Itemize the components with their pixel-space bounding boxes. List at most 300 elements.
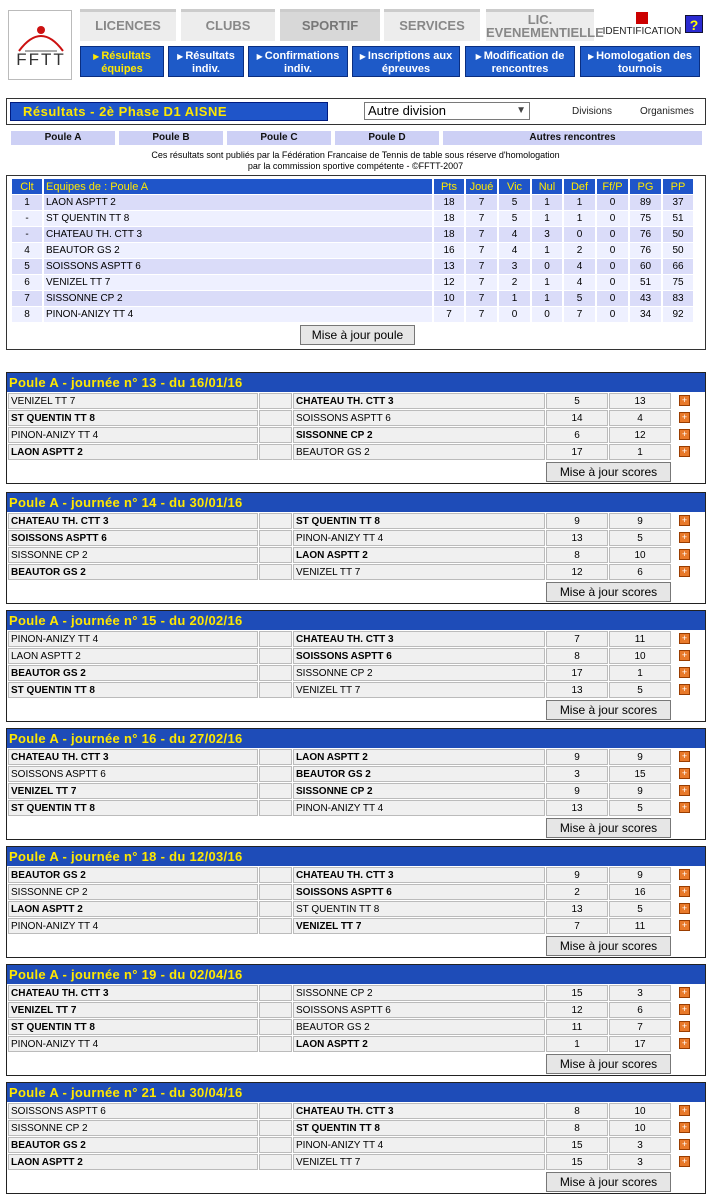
standings-cell: 5 [12, 259, 42, 274]
standings-cell: 0 [597, 211, 628, 226]
match-details-icon[interactable]: + [679, 667, 690, 678]
standings-cell: 1 [564, 195, 595, 210]
standings-row [12, 259, 693, 274]
standings-cell: 1 [532, 195, 562, 210]
tab-poule-b[interactable]: Poule B [119, 131, 223, 145]
match-row [7, 1120, 705, 1136]
home-score: 8 [546, 1103, 608, 1119]
standings-cell: 0 [532, 259, 562, 274]
away-score: 12 [609, 427, 671, 443]
match-details-icon[interactable]: + [679, 987, 690, 998]
match-spacer [259, 665, 292, 681]
team-name: ST QUENTIN TT 8 [44, 211, 432, 226]
home-team: SISSONNE CP 2 [8, 1120, 258, 1136]
home-score: 17 [546, 665, 608, 681]
match-row [7, 1036, 705, 1052]
division-select-value: Autre division [368, 103, 447, 118]
round-panel [6, 492, 706, 604]
standings-row [12, 275, 693, 290]
standings-cell: 7 [12, 291, 42, 306]
home-team: VENIZEL TT 7 [8, 783, 258, 799]
legal-notice [0, 150, 711, 172]
home-team: ST QUENTIN TT 8 [8, 800, 258, 816]
match-details-icon[interactable]: + [679, 920, 690, 931]
away-score: 5 [609, 530, 671, 546]
match-details-icon[interactable]: + [679, 1122, 690, 1133]
home-team: ST QUENTIN TT 8 [8, 682, 258, 698]
home-team: LAON ASPTT 2 [8, 1154, 258, 1170]
standings-cell: 5 [499, 211, 530, 226]
standings-header-cell: PP [663, 179, 693, 194]
away-score: 17 [609, 1036, 671, 1052]
match-details-icon[interactable]: + [679, 1038, 690, 1049]
update-scores-button[interactable]: Mise à jour scores [546, 582, 671, 602]
standings-cell: 7 [434, 307, 464, 322]
chevron-down-icon: ▼ [516, 105, 526, 116]
standings-cell: 0 [532, 307, 562, 322]
away-team: BEAUTOR GS 2 [293, 1019, 545, 1035]
away-score: 5 [609, 901, 671, 917]
tab-poule-d[interactable]: Poule D [335, 131, 439, 145]
standings-cell: 92 [663, 307, 693, 322]
match-details-icon[interactable]: + [679, 566, 690, 577]
away-score: 9 [609, 867, 671, 883]
match-details-icon[interactable]: + [679, 768, 690, 779]
away-score: 9 [609, 513, 671, 529]
title-bar [6, 98, 706, 125]
home-team: SISSONNE CP 2 [8, 547, 258, 563]
standings-cell: 43 [630, 291, 661, 306]
home-team: VENIZEL TT 7 [8, 1002, 258, 1018]
match-details-icon[interactable]: + [679, 1021, 690, 1032]
home-team: LAON ASPTT 2 [8, 648, 258, 664]
round-panel [6, 964, 706, 1076]
home-score: 2 [546, 884, 608, 900]
standings-row [12, 243, 693, 258]
away-team: SISSONNE CP 2 [293, 427, 545, 443]
logo-text: FFTT [16, 50, 66, 69]
away-team: SOISSONS ASPTT 6 [293, 648, 545, 664]
match-details-icon[interactable]: + [679, 549, 690, 560]
match-details-icon[interactable]: + [679, 412, 690, 423]
organismes-link[interactable]: Organismes [640, 106, 694, 117]
match-spacer [259, 1154, 292, 1170]
away-score: 3 [609, 1154, 671, 1170]
away-score: 10 [609, 648, 671, 664]
match-spacer [259, 766, 292, 782]
standings-cell: 2 [564, 243, 595, 258]
match-row [7, 867, 705, 883]
match-row [7, 682, 705, 698]
match-spacer [259, 530, 292, 546]
match-details-icon[interactable]: + [679, 515, 690, 526]
match-row [7, 1103, 705, 1119]
match-row [7, 749, 705, 765]
standings-row [12, 195, 693, 210]
standings-cell: 0 [597, 259, 628, 274]
update-scores-button[interactable]: Mise à jour scores [546, 818, 671, 838]
away-team: ST QUENTIN TT 8 [293, 1120, 545, 1136]
subnav-resultats-indiv[interactable] [168, 46, 244, 77]
away-score: 13 [609, 393, 671, 409]
update-scores-button[interactable]: Mise à jour scores [546, 700, 671, 720]
subnav-confirmations-indiv[interactable] [248, 46, 348, 77]
home-score: 17 [546, 444, 608, 460]
match-row [7, 985, 705, 1001]
away-team: SOISSONS ASPTT 6 [293, 1002, 545, 1018]
match-row [7, 1019, 705, 1035]
match-details-icon[interactable]: + [679, 429, 690, 440]
fftt-logo[interactable] [8, 10, 72, 80]
subnav-modification-rencontres[interactable] [465, 46, 575, 77]
team-name: CHATEAU TH. CTT 3 [44, 227, 432, 242]
home-score: 1 [546, 1036, 608, 1052]
match-row [7, 1154, 705, 1170]
away-score: 1 [609, 665, 671, 681]
round-panel [6, 1082, 706, 1194]
match-spacer [259, 513, 292, 529]
update-scores-button[interactable]: Mise à jour scores [546, 1172, 671, 1192]
match-row [7, 513, 705, 529]
round-footer [7, 1171, 705, 1193]
home-score: 14 [546, 410, 608, 426]
match-details-icon[interactable]: + [679, 532, 690, 543]
standings-cell: - [12, 227, 42, 242]
away-score: 6 [609, 1002, 671, 1018]
home-score: 8 [546, 547, 608, 563]
division-select[interactable] [364, 102, 530, 120]
home-score: 13 [546, 682, 608, 698]
match-spacer [259, 1019, 292, 1035]
subnav-resultats-equipes[interactable] [80, 46, 164, 77]
away-score: 5 [609, 800, 671, 816]
standings-cell: 76 [630, 227, 661, 242]
match-spacer [259, 444, 292, 460]
standings-cell: 7 [466, 307, 497, 322]
round-title: Poule A - journée n° 18 - du 12/03/16 [7, 847, 705, 866]
away-team: CHATEAU TH. CTT 3 [293, 393, 545, 409]
standings-cell: 1 [532, 291, 562, 306]
home-team: PINON-ANIZY TT 4 [8, 918, 258, 934]
standings-cell: 1 [532, 243, 562, 258]
match-details-icon[interactable]: + [679, 751, 690, 762]
round-panel [6, 372, 706, 484]
match-details-icon[interactable]: + [679, 650, 690, 661]
standings-cell: 0 [597, 307, 628, 322]
away-score: 11 [609, 631, 671, 647]
identification-icon [636, 12, 648, 24]
standings-cell: 2 [499, 275, 530, 290]
match-spacer [259, 985, 292, 1001]
away-team: VENIZEL TT 7 [293, 918, 545, 934]
standings-cell: 0 [597, 275, 628, 290]
nav-licences[interactable]: LICENCES [80, 9, 176, 41]
team-name: SOISSONS ASPTT 6 [44, 259, 432, 274]
subnav-label: Confirmations indiv. [264, 50, 340, 75]
home-score: 13 [546, 530, 608, 546]
match-row [7, 648, 705, 664]
help-icon[interactable]: ? [685, 15, 703, 33]
round-title: Poule A - journée n° 14 - du 30/01/16 [7, 493, 705, 512]
match-row [7, 410, 705, 426]
match-spacer [259, 749, 292, 765]
standings-table [10, 178, 695, 323]
home-team: BEAUTOR GS 2 [8, 564, 258, 580]
match-spacer [259, 547, 292, 563]
match-row [7, 884, 705, 900]
match-spacer [259, 1137, 292, 1153]
home-team: SOISSONS ASPTT 6 [8, 766, 258, 782]
match-details-icon[interactable]: + [679, 633, 690, 644]
update-scores-button[interactable]: Mise à jour scores [546, 1054, 671, 1074]
standings-cell: 0 [597, 195, 628, 210]
home-team: BEAUTOR GS 2 [8, 1137, 258, 1153]
standings-cell: 4 [564, 275, 595, 290]
tab-poule-a[interactable]: Poule A [11, 131, 115, 145]
home-team: LAON ASPTT 2 [8, 901, 258, 917]
match-row [7, 547, 705, 563]
match-details-icon[interactable]: + [679, 1156, 690, 1167]
home-score: 15 [546, 1154, 608, 1170]
notice-line: par la commission sportive compétente - ©FFTT-2007 [247, 161, 464, 171]
away-score: 5 [609, 682, 671, 698]
away-team: ST QUENTIN TT 8 [293, 901, 545, 917]
standings-header-cell: Pts [434, 179, 464, 194]
home-team: PINON-ANIZY TT 4 [8, 427, 258, 443]
standings-cell: 76 [630, 243, 661, 258]
home-score: 8 [546, 648, 608, 664]
subnav-label: Résultats indiv. [185, 50, 235, 75]
away-score: 15 [609, 766, 671, 782]
home-score: 5 [546, 393, 608, 409]
match-details-icon[interactable]: + [679, 446, 690, 457]
subnav-inscriptions[interactable] [352, 46, 460, 77]
match-details-icon[interactable]: + [679, 395, 690, 406]
match-details-icon[interactable]: + [679, 684, 690, 695]
standings-header-cell: PG [630, 179, 661, 194]
home-score: 9 [546, 867, 608, 883]
away-score: 9 [609, 783, 671, 799]
match-spacer [259, 1103, 292, 1119]
match-spacer [259, 410, 292, 426]
home-score: 3 [546, 766, 608, 782]
match-spacer [259, 682, 292, 698]
away-team: PINON-ANIZY TT 4 [293, 1137, 545, 1153]
round-panel [6, 846, 706, 958]
match-row [7, 766, 705, 782]
standings-cell: 34 [630, 307, 661, 322]
nav-sportif[interactable]: SPORTIF [280, 9, 380, 41]
standings-cell: 51 [663, 211, 693, 226]
match-spacer [259, 901, 292, 917]
standings-cell: 75 [630, 211, 661, 226]
home-team: SISSONNE CP 2 [8, 884, 258, 900]
away-team: ST QUENTIN TT 8 [293, 513, 545, 529]
away-score: 11 [609, 918, 671, 934]
update-poule-button[interactable]: Mise à jour poule [300, 325, 415, 345]
match-spacer [259, 631, 292, 647]
match-spacer [259, 1002, 292, 1018]
standings-cell: - [12, 211, 42, 226]
round-footer [7, 1053, 705, 1075]
away-team: BEAUTOR GS 2 [293, 444, 545, 460]
standings-cell: 18 [434, 227, 464, 242]
standings-cell: 7 [466, 211, 497, 226]
standings-cell: 7 [466, 195, 497, 210]
header [0, 0, 711, 90]
subnav-label: Homologation des tournois [596, 50, 693, 75]
match-details-icon[interactable]: + [679, 903, 690, 914]
standings-cell: 1 [532, 211, 562, 226]
home-score: 11 [546, 1019, 608, 1035]
standings-cell: 51 [630, 275, 661, 290]
home-team: SOISSONS ASPTT 6 [8, 530, 258, 546]
home-score: 13 [546, 901, 608, 917]
update-scores-button[interactable]: Mise à jour scores [546, 936, 671, 956]
standings-cell: 7 [466, 227, 497, 242]
match-spacer [259, 393, 292, 409]
away-score: 3 [609, 1137, 671, 1153]
match-spacer [259, 918, 292, 934]
match-spacer [259, 648, 292, 664]
away-team: SOISSONS ASPTT 6 [293, 410, 545, 426]
standings-cell: 7 [564, 307, 595, 322]
home-team: ST QUENTIN TT 8 [8, 410, 258, 426]
round-footer [7, 461, 705, 483]
home-team: ST QUENTIN TT 8 [8, 1019, 258, 1035]
team-name: PINON-ANIZY TT 4 [44, 307, 432, 322]
away-team: SISSONNE CP 2 [293, 665, 545, 681]
away-score: 7 [609, 1019, 671, 1035]
away-team: LAON ASPTT 2 [293, 1036, 545, 1052]
away-score: 9 [609, 749, 671, 765]
home-score: 8 [546, 1120, 608, 1136]
match-details-icon[interactable]: + [679, 886, 690, 897]
match-details-icon[interactable]: + [679, 1004, 690, 1015]
away-score: 6 [609, 564, 671, 580]
away-team: CHATEAU TH. CTT 3 [293, 631, 545, 647]
standings-row [12, 291, 693, 306]
standings-cell: 18 [434, 195, 464, 210]
home-team: BEAUTOR GS 2 [8, 665, 258, 681]
nav-services[interactable]: SERVICES [384, 9, 480, 41]
match-spacer [259, 564, 292, 580]
team-name: SISSONNE CP 2 [44, 291, 432, 306]
away-team: PINON-ANIZY TT 4 [293, 800, 545, 816]
home-team: CHATEAU TH. CTT 3 [8, 513, 258, 529]
away-team: SISSONNE CP 2 [293, 985, 545, 1001]
standings-cell: 3 [499, 259, 530, 274]
standings-cell: 16 [434, 243, 464, 258]
standings-cell: 5 [564, 291, 595, 306]
standings-cell: 0 [499, 307, 530, 322]
away-score: 16 [609, 884, 671, 900]
standings-cell: 0 [597, 243, 628, 258]
standings-cell: 4 [499, 243, 530, 258]
subnav-label: Modification de rencontres [483, 50, 565, 75]
away-team: VENIZEL TT 7 [293, 682, 545, 698]
arrow-icon: ▶ [256, 52, 263, 61]
standings-header-cell: Clt [12, 179, 42, 194]
standings-header-cell: Vic [499, 179, 530, 194]
standings-cell: 1 [532, 275, 562, 290]
tab-autres-rencontres[interactable]: Autres rencontres [443, 131, 702, 145]
home-score: 9 [546, 513, 608, 529]
match-details-icon[interactable]: + [679, 1139, 690, 1150]
divisions-link[interactable]: Divisions [572, 106, 613, 117]
match-details-icon[interactable]: + [679, 1105, 690, 1116]
match-row [7, 783, 705, 799]
match-row [7, 918, 705, 934]
home-score: 12 [546, 564, 608, 580]
away-score: 10 [609, 1103, 671, 1119]
away-team: SOISSONS ASPTT 6 [293, 884, 545, 900]
subnav-label: Inscriptions aux épreuves [367, 50, 453, 75]
home-score: 15 [546, 1137, 608, 1153]
away-team: CHATEAU TH. CTT 3 [293, 1103, 545, 1119]
match-row [7, 530, 705, 546]
update-scores-button[interactable]: Mise à jour scores [546, 462, 671, 482]
subnav-homologation-tournois[interactable] [580, 46, 700, 77]
standings-header-cell: Def [564, 179, 595, 194]
match-row [7, 444, 705, 460]
match-row [7, 901, 705, 917]
match-row [7, 393, 705, 409]
identification-label: IDENTIFICATION [602, 26, 682, 37]
round-panel [6, 728, 706, 840]
round-footer [7, 817, 705, 839]
standings-cell: 4 [564, 259, 595, 274]
away-team: SISSONNE CP 2 [293, 783, 545, 799]
match-details-icon[interactable]: + [679, 802, 690, 813]
arrow-icon: ▶ [177, 52, 184, 61]
home-team: SOISSONS ASPTT 6 [8, 1103, 258, 1119]
standings-cell: 60 [630, 259, 661, 274]
arrow-icon: ▶ [587, 52, 595, 61]
standings-cell: 7 [466, 259, 497, 274]
match-details-icon[interactable]: + [679, 869, 690, 880]
standings-row [12, 211, 693, 226]
away-team: CHATEAU TH. CTT 3 [293, 867, 545, 883]
standings-cell: 6 [12, 275, 42, 290]
home-score: 9 [546, 749, 608, 765]
match-spacer [259, 427, 292, 443]
match-row [7, 564, 705, 580]
notice-line: Ces résultats sont publiés par la Fédération Francaise de Tennis de table sous réserve d'homologation [151, 150, 560, 160]
standings-cell: 5 [499, 195, 530, 210]
match-details-icon[interactable]: + [679, 785, 690, 796]
tab-poule-c[interactable]: Poule C [227, 131, 331, 145]
match-row [7, 427, 705, 443]
away-team: LAON ASPTT 2 [293, 749, 545, 765]
match-row [7, 631, 705, 647]
team-name: BEAUTOR GS 2 [44, 243, 432, 258]
subnav-label: Résultats équipes [101, 50, 151, 75]
identification-link[interactable] [600, 12, 684, 37]
match-row [7, 1137, 705, 1153]
nav-lic-evenementielle[interactable]: LIC. EVENEMENTIELLE [486, 9, 594, 41]
arrow-icon: ▶ [93, 52, 100, 61]
nav-clubs[interactable]: CLUBS [181, 9, 275, 41]
away-team: LAON ASPTT 2 [293, 547, 545, 563]
away-team: BEAUTOR GS 2 [293, 766, 545, 782]
round-title: Poule A - journée n° 16 - du 27/02/16 [7, 729, 705, 748]
standings-cell: 1 [564, 211, 595, 226]
standings-cell: 0 [597, 291, 628, 306]
home-score: 13 [546, 800, 608, 816]
standings-cell: 13 [434, 259, 464, 274]
arrow-icon: ▶ [475, 52, 482, 61]
